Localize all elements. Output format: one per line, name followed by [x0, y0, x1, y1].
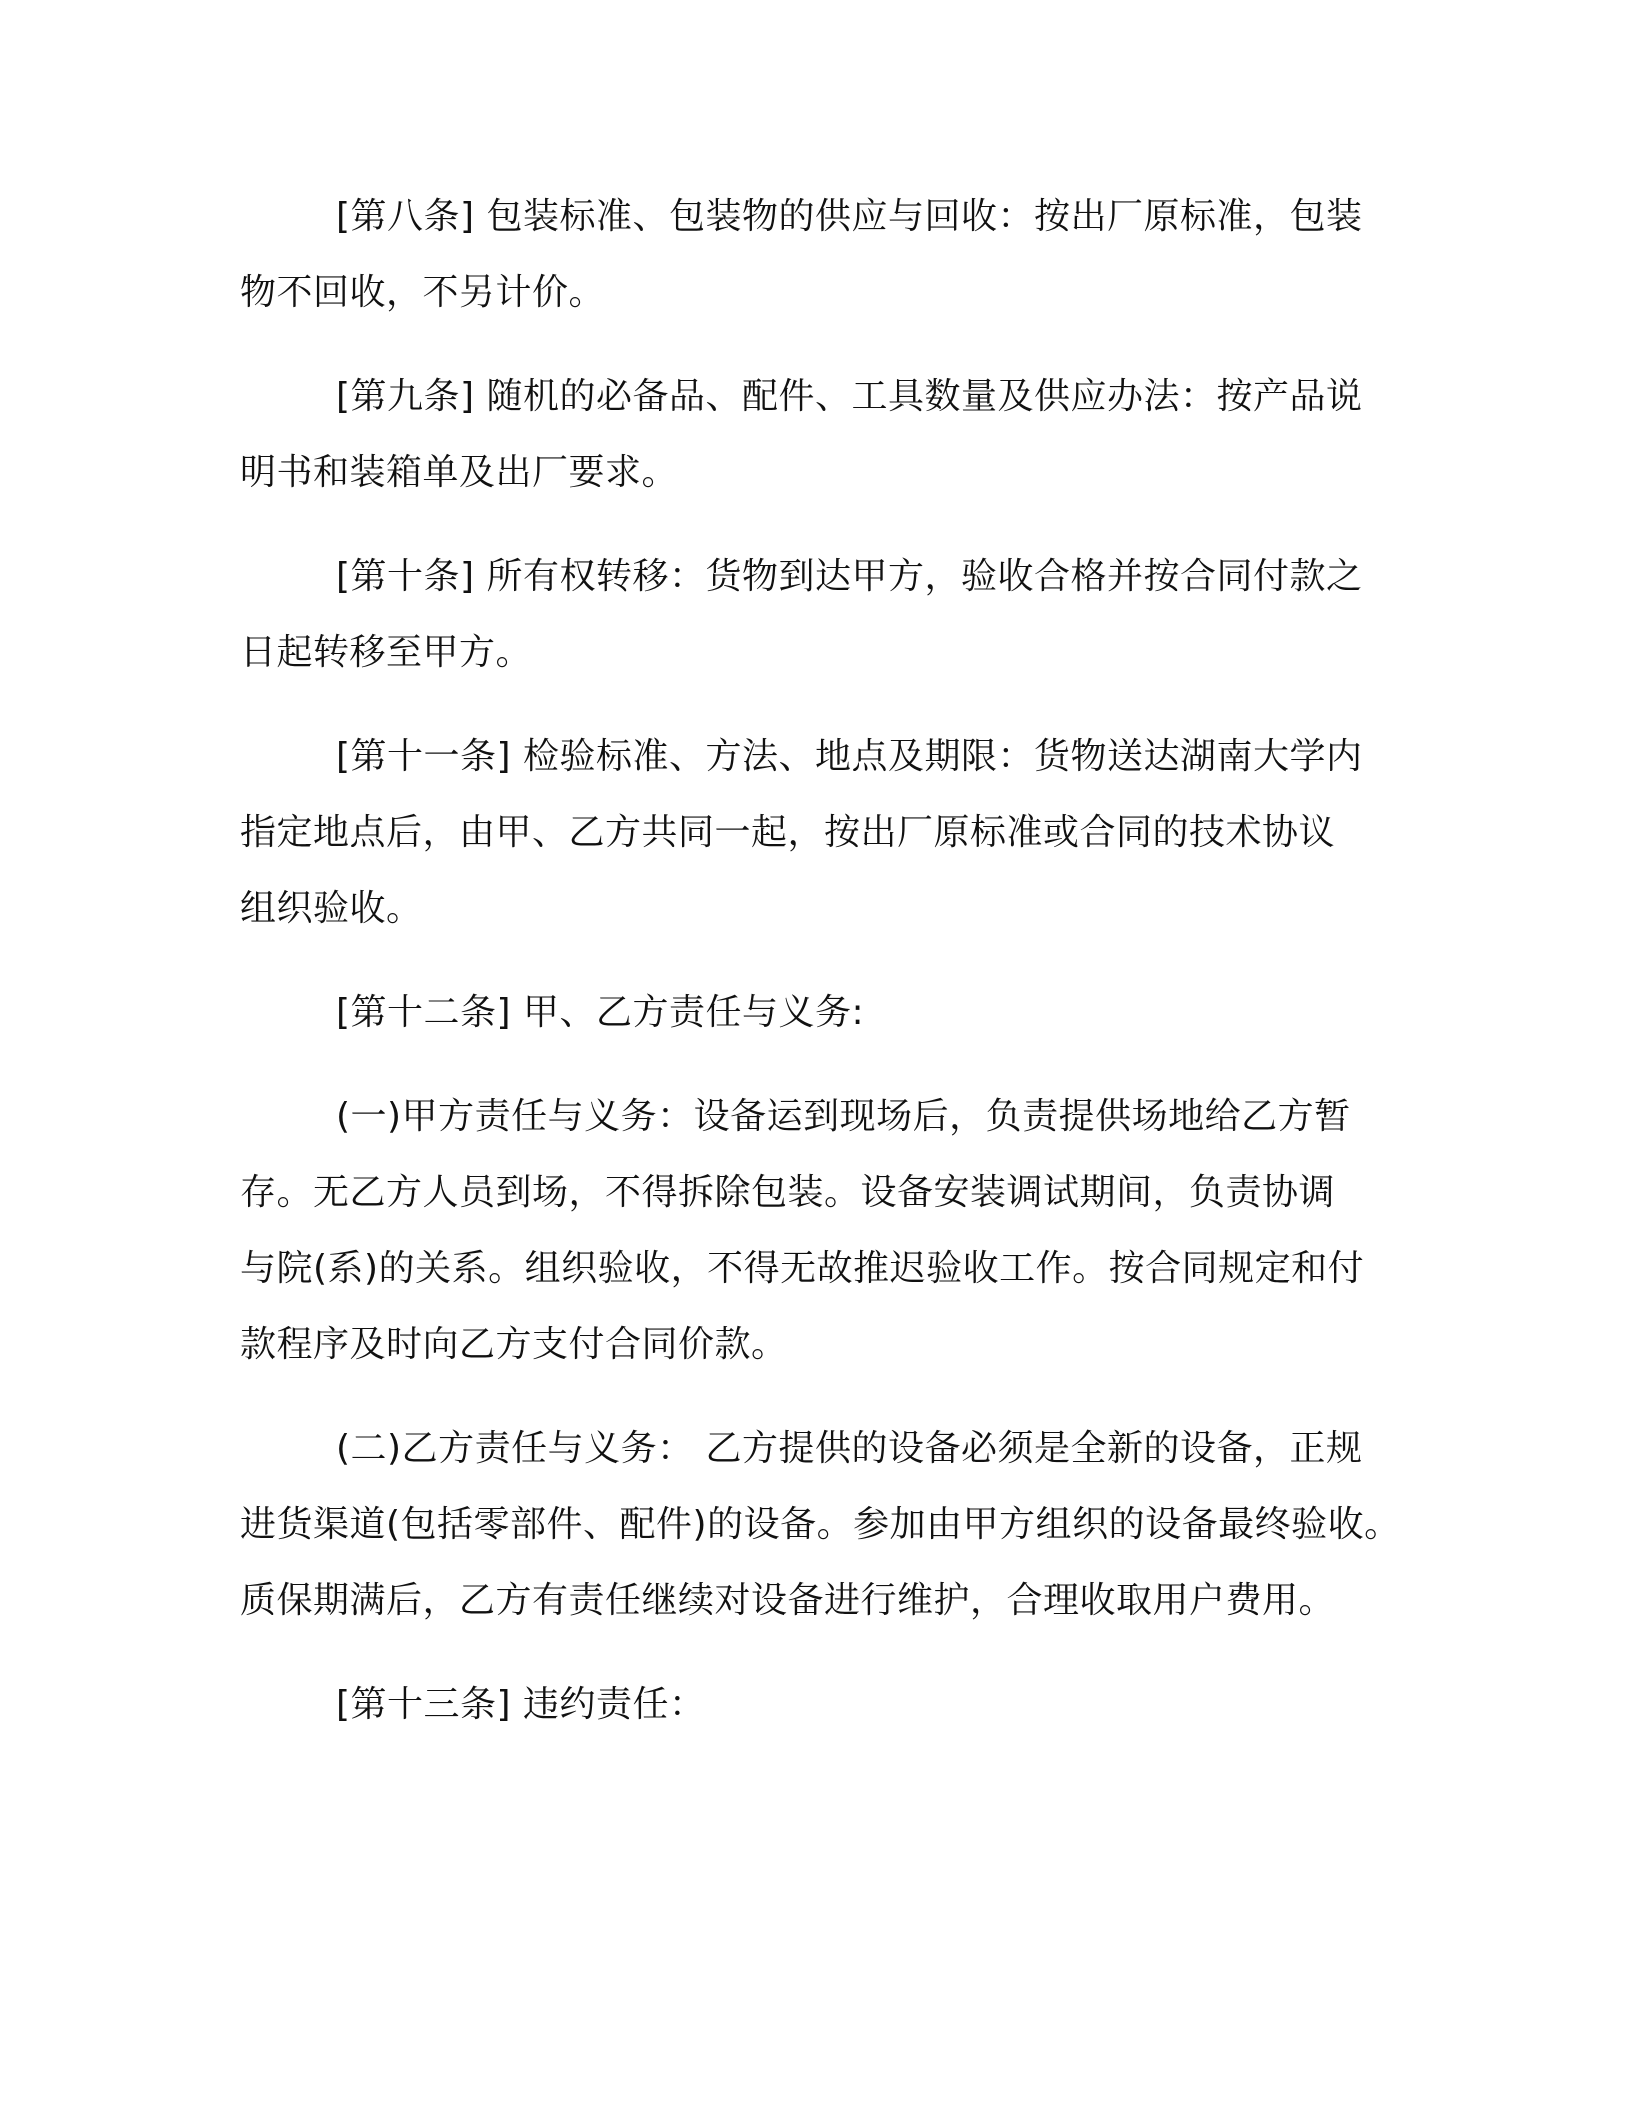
article-9-line-1: [第九条] 随机的必备品、配件、工具数量及供应办法：按产品说	[336, 376, 1363, 417]
article-12-part-1-line-4: 款程序及时向乙方支付合同价款。	[240, 1324, 788, 1365]
article-13-line-1: [第十三条] 违约责任：	[336, 1684, 706, 1725]
article-12-part-2-line-2: 进货渠道(包括零部件、配件)的设备。参加由甲方组织的设备最终验收。	[240, 1504, 1401, 1545]
article-11-line-1: [第十一条] 检验标准、方法、地点及期限：货物送达湖南大学内	[336, 736, 1363, 777]
article-9-line-2: 明书和装箱单及出厂要求。	[240, 452, 679, 493]
article-12-line-1: [第十二条] 甲、乙方责任与义务:	[336, 992, 865, 1033]
article-12-part-1-line-3: 与院(系)的关系。组织验收，不得无故推迟验收工作。按合同规定和付	[240, 1248, 1365, 1289]
article-11-line-2: 指定地点后，由甲、乙方共同一起，按出厂原标准或合同的技术协议	[240, 812, 1336, 853]
article-10-line-1: [第十条] 所有权转移：货物到达甲方，验收合格并按合同付款之	[336, 556, 1363, 597]
article-11-line-3: 组织验收。	[240, 888, 423, 929]
article-12-part-2-line-3: 质保期满后，乙方有责任继续对设备进行维护，合理收取用户费用。	[240, 1580, 1336, 1621]
article-12-part-1-line-1: (一)甲方责任与义务：设备运到现场后，负责提供场地给乙方暂	[336, 1096, 1351, 1137]
article-8-line-2: 物不回收，不另计价。	[240, 272, 606, 313]
article-8-line-1: [第八条] 包装标准、包装物的供应与回收：按出厂原标准，包装	[336, 196, 1363, 237]
article-12-part-2-line-1: (二)乙方责任与义务： 乙方提供的设备必须是全新的设备，正规	[336, 1428, 1363, 1469]
article-10-line-2: 日起转移至甲方。	[240, 632, 533, 673]
article-12-part-1-line-2: 存。无乙方人员到场，不得拆除包装。设备安装调试期间，负责协调	[240, 1172, 1336, 1213]
